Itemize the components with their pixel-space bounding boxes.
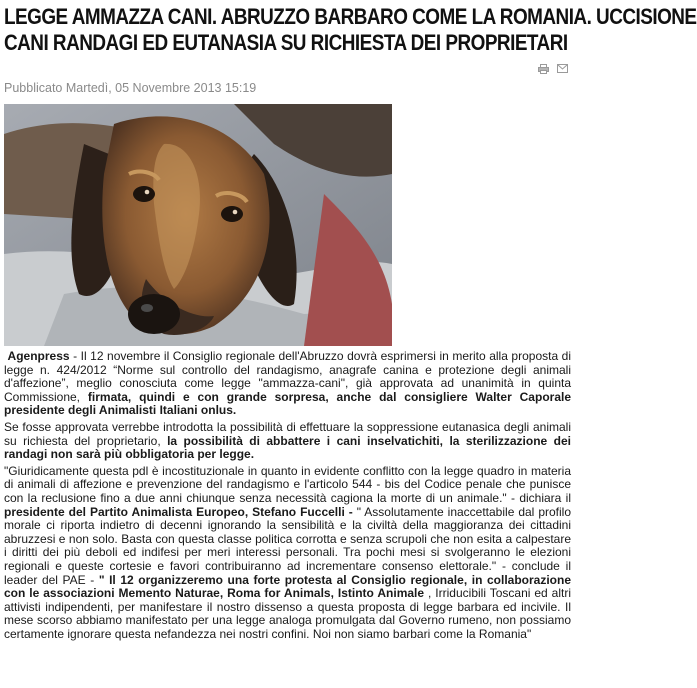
- paragraph-1: [4, 350, 571, 418]
- paragraph-2: [4, 421, 571, 462]
- paragraph-3: [4, 465, 571, 642]
- article-title-line-2: CANI RANDAGI ED EUTANASIA SU RICHIESTA DEI PROPRIETARI: [4, 30, 568, 55]
- published-date: Pubblicato Martedì, 05 Novembre 2013 15:19: [4, 81, 257, 95]
- paragraph-1-text: - Il 12 novembre il Consiglio regionale dell'Abruzzo dovrà esprimersi in merito alla proposta di legge n. 424/2012 “Norme sul controllo del randagismo, anagrafe canina e protezione degli animali d'affezione”, meglio conosciuta come legge "ammazza-cani", già approvata ad unanimità in quinta Commissione,: [4, 349, 571, 404]
- paragraph-3-text-3: , Irriducibili Toscani ed altri attivisti indipendenti, per manifestare il nostro dissenso a questa proposta di legge barbara ed incivile. Il mese scorso abbiamo manifestato per una legge analoga promulgata dal Governo rumeno, non possiamo certamente ignorare questa nefandezza nei nostri confini. Noi non siamo barbari come la Romania": [4, 586, 571, 641]
- paragraph-1-bold: firmata, quindi e con grande sorpresa, anche dal consigliere Walter Caporale presidente degli Animalisti Italiani onlus.: [4, 389, 571, 418]
- article-title: [4, 4, 697, 56]
- paragraph-2-bold: la possibilità di abbattere i cani inselvatichiti, la sterilizzazione dei randagi non sarà più obbligatoria per legge.: [4, 433, 571, 462]
- dog-photo: [4, 104, 392, 346]
- paragraph-3-text-1: "Giuridicamente questa pdl è incostituzionale in quanto in evidente conflitto con la legge quadro in materia di animali di affezione e prevenzione del randagismo e l'articolo 544 - bis del Codice penale che punisce con la reclusione fino a due anni chiunque senza necessità cagiona la morte di un animale." - dichiara il: [4, 463, 571, 505]
- article-actions: [538, 64, 568, 74]
- paragraph-2-text: Se fosse approvata verrebbe introdotta la possibilità di effettuare la soppressione eutanasica degli animali su richiesta del proprietario,: [4, 419, 571, 448]
- paragraph-3-text-2: " Assolutamente inaccettabile dal profilo morale ci riporta indietro di decenni ignorando la sensibilità e la civiltà della maggioranza dei cittadini abruzzesi e non solo. Basta con questa classe politica corrotta e senza scrupoli che non esita a calpestare i diritti dei più deboli ed indifesi per meri interessi personali. Tra pochi mesi si svolgeranno le elezioni regionali e queste cortesie e favori contribuiranno ad incrementare consenso elettorale." - conclude il leader del PAE -: [4, 504, 572, 587]
- paragraph-3-bold-1: presidente del Partito Animalista Europeo, Stefano Fuccelli -: [4, 504, 357, 519]
- paragraph-3-bold-2: " Il 12 organizzeremo una forte protesta al Consiglio regionale, in collaborazione con le associazioni Memento Naturae, Roma for Animals, Istinto Animale: [4, 572, 571, 601]
- article-title-line-1: LEGGE AMMAZZA CANI. ABRUZZO BARBARO COME LA ROMANIA. UCCISIONE: [4, 4, 697, 29]
- print-icon[interactable]: [538, 64, 549, 74]
- article-body: [4, 350, 571, 644]
- email-icon[interactable]: [557, 64, 568, 74]
- source-label: Agenpress: [7, 349, 70, 363]
